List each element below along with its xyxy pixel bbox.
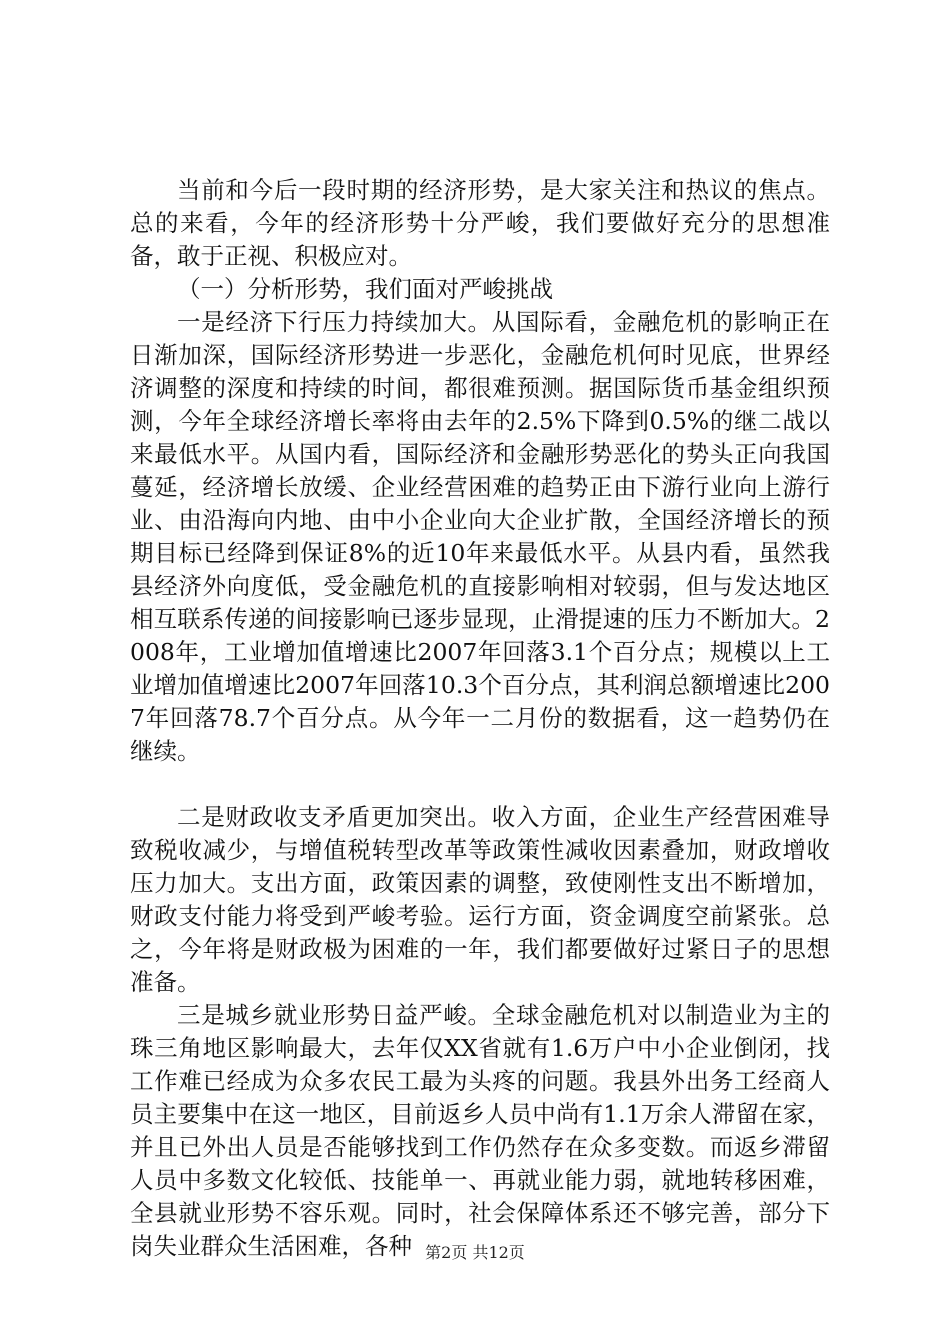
paragraph-fiscal: 二是财政收支矛盾更加突出。收入方面，企业生产经营困难导致税收减少，与增值税转型改革等政策性减收因素叠加，财政增收压力加大。支出方面，政策因素的调整，致使刚性支出不断增加，财政支付能力将受到严峻考验。运行方面，资金调度空前紧张。总之，今年将是财政极为困难的一年，我们都要做好过紧日子的思想准备。 [130, 803, 830, 996]
document-body [130, 174, 830, 1263]
paragraph-gap [130, 768, 830, 801]
section-heading: （一）分析形势，我们面对严峻挑战 [177, 275, 553, 303]
page-footer: 第2页 共12页 [425, 1243, 525, 1262]
paragraph-employment: 三是城乡就业形势日益严峻。全球金融危机对以制造业为主的珠三角地区影响最大，去年仅XX省就有1.6万户中小企业倒闭，找工作难已经成为众多农民工最为头疼的问题。我县外出务工经商人员主要集中在这一地区，目前返乡人员中尚有1.1万余人滞留在家，并且已外出人员是否能够找到工作仍然存在众多变数。而返乡滞留人员中多数文化较低、技能单一、再就业能力弱，就地转移困难，全县就业形势不容乐观。同时，社会保障体系还不够完善，部分下岗失业群众生活困难，各种 [130, 1001, 830, 1260]
paragraph-economic-pressure: 一是经济下行压力持续加大。从国际看，金融危机的影响正在日渐加深，国际经济形势进一步恶化，金融危机何时见底，世界经济调整的深度和持续的时间，都很难预测。据国际货币基金组织预测，今年全球经济增长率将由去年的2.5%下降到0.5%的继二战以来最低水平。从国内看，国际经济和金融形势恶化的势头正向我国蔓延，经济增长放缓、企业经营困难的趋势正由下游行业向上游行业、由沿海向内地、由中小企业向大企业扩散，全国经济增长的预期目标已经降到保证8%的近10年来最低水平。从县内看，虽然我县经济外向度低，受金融危机的直接影响相对较弱，但与发达地区相互联系传递的间接影响已逐步显现，止滑提速的压力不断加大。2008年，工业增加值增速比2007年回落3.1个百分点；规模以上工业增加值增速比2007年回落10.3个百分点，其利润总额增速比2007年回落78.7个百分点。从今年一二月份的数据看，这一趋势仍在继续。 [130, 308, 830, 765]
paragraph-intro: 当前和今后一段时期的经济形势，是大家关注和热议的焦点。总的来看，今年的经济形势十分严峻，我们要做好充分的思想准备，敢于正视、积极应对。 [130, 176, 830, 270]
